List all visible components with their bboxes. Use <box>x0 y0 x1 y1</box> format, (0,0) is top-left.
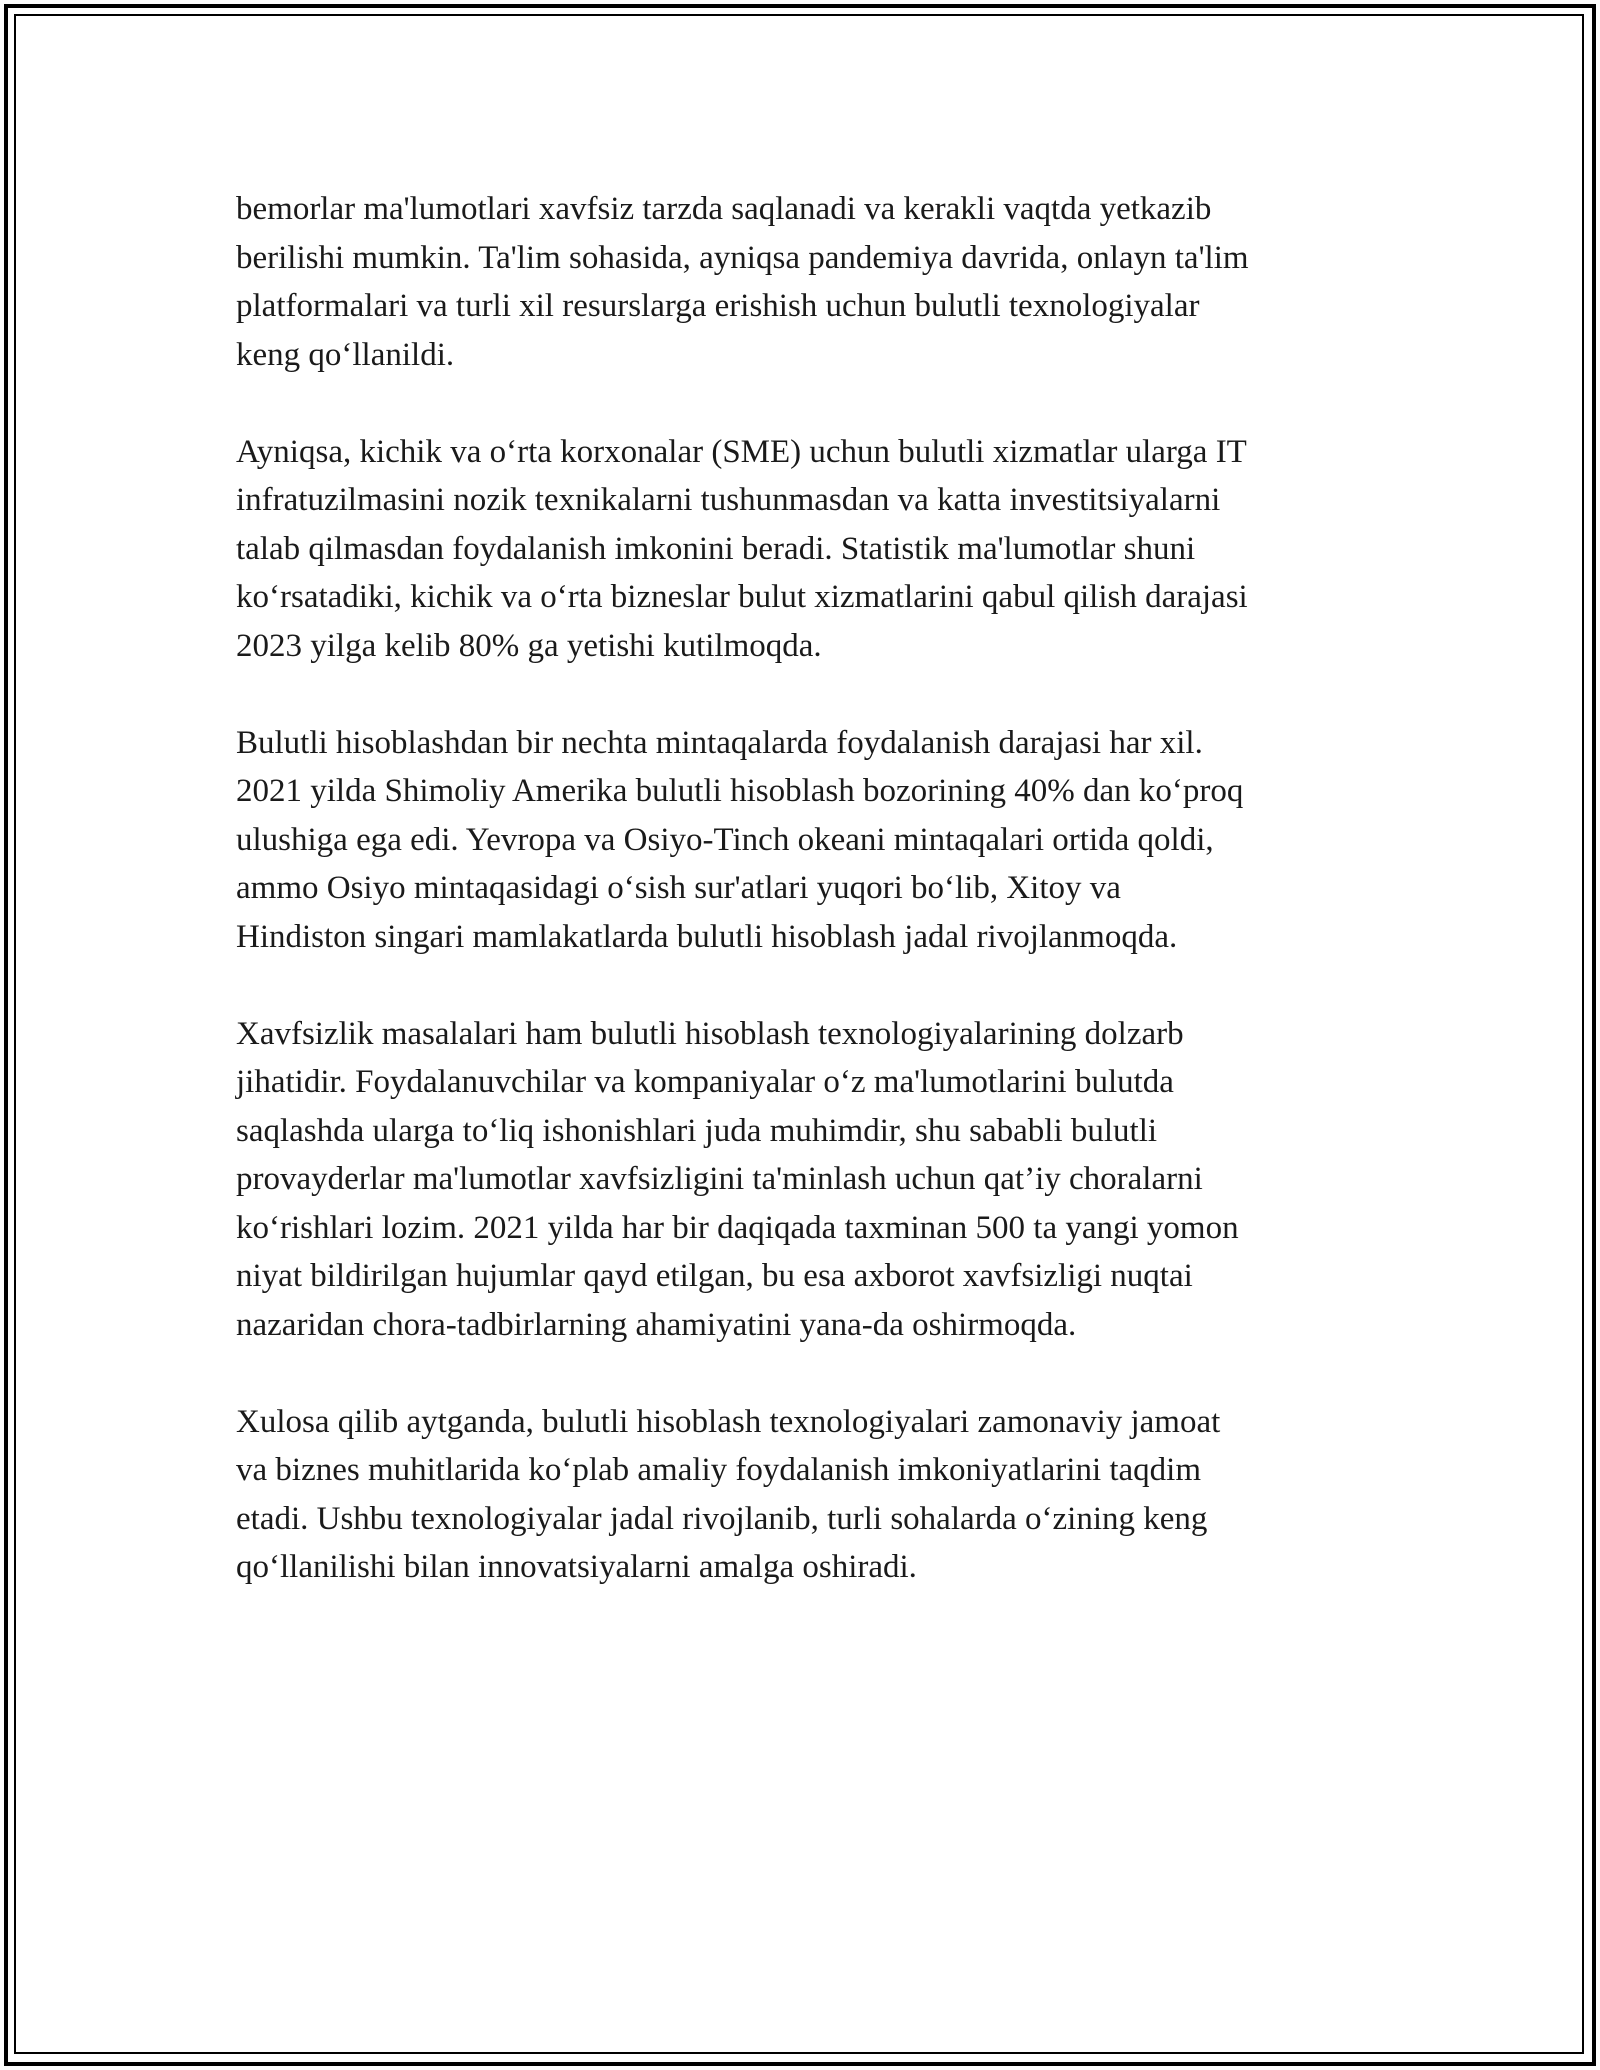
text-line: provayderlar ma'lumotlar xavfsizligini ta'minlash uchun qat’iy choralarni <box>236 1161 1203 1197</box>
document-body <box>236 185 1416 1640</box>
text-line: infratuzilmasini nozik texnikalarni tushunmasdan va katta investitsiyalarni <box>236 482 1221 518</box>
paragraph-sme <box>236 428 1416 671</box>
text-line: bemorlar ma'lumotlari xavfsiz tarzda saqlanadi va kerakli vaqtda yetkazib <box>236 191 1212 227</box>
text-line: va biznes muhitlarida ko‘plab amaliy foydalanish imkoniyatlarini taqdim <box>236 1452 1202 1488</box>
text-line: talab qilmasdan foydalanish imkonini beradi. Statistik ma'lumotlar shuni <box>236 530 1196 567</box>
text-line: Hindiston singari mamlakatlarda bulutli hisoblash jadal rivojlanmoqda. <box>236 918 1178 955</box>
text-line: ulushiga ega edi. Yevropa va Osiyo-Tinch okeani mintaqalari ortida qoldi, <box>236 821 1214 858</box>
text-line: Xulosa qilib aytganda, bulutli hisoblash texnologiyalari zamonaviy jamoat <box>236 1403 1221 1440</box>
paragraph-regions <box>236 719 1416 962</box>
text-line: Ayniqsa, kichik va o‘rta korxonalar (SME) uchun bulutli xizmatlar ularga IT <box>236 433 1247 470</box>
paragraph-security <box>236 1010 1416 1350</box>
text-line: ammo Osiyo mintaqasidagi o‘sish sur'atlari yuqori bo‘lib, Xitoy va <box>236 870 1121 906</box>
text-line: jihatidir. Foydalanuvchilar va kompaniyalar o‘z ma'lumotlarini bulutda <box>236 1064 1174 1100</box>
text-line: Bulutli hisoblashdan bir nechta mintaqalarda foydalanish darajasi har xil. <box>236 724 1203 761</box>
text-line: Xavfsizlik masalalari ham bulutli hisoblash texnologiyalarining dolzarb <box>236 1015 1184 1052</box>
text-line: saqlashda ularga to‘liq ishonishlari juda muhimdir, shu sababli bulutli <box>236 1112 1158 1149</box>
paragraph-healthcare-education <box>236 185 1416 379</box>
text-line: ko‘rishlari lozim. 2021 yilda har bir daqiqada taxminan 500 ta yangi yomon <box>236 1209 1239 1246</box>
text-line: 2021 yilda Shimoliy Amerika bulutli hisoblash bozorining 40% dan ko‘proq <box>236 773 1244 809</box>
text-line: qo‘llanilishi bilan innovatsiyalarni amalga oshiradi. <box>236 1549 917 1585</box>
text-line: 2023 yilga kelib 80% ga yetishi kutilmoqda. <box>236 627 822 664</box>
text-line: etadi. Ushbu texnologiyalar jadal rivojlanib, turli sohalarda o‘zining keng <box>236 1500 1208 1537</box>
text-line: nazaridan chora-tadbirlarning ahamiyatini yana-da oshirmoqda. <box>236 1306 1077 1343</box>
text-line: ko‘rsatadiki, kichik va o‘rta bizneslar bulut xizmatlarini qabul qilish darajasi <box>236 579 1248 615</box>
text-line: keng qo‘llanildi. <box>236 336 455 373</box>
text-line: berilishi mumkin. Ta'lim sohasida, ayniqsa pandemiya davrida, onlayn ta'lim <box>236 239 1249 276</box>
text-line: niyat bildirilgan hujumlar qayd etilgan, bu esa axborot xavfsizligi nuqtai <box>236 1258 1193 1294</box>
text-line: platformalari va turli xil resurslarga erishish uchun bulutli texnologiyalar <box>236 288 1200 324</box>
paragraph-conclusion <box>236 1398 1416 1592</box>
